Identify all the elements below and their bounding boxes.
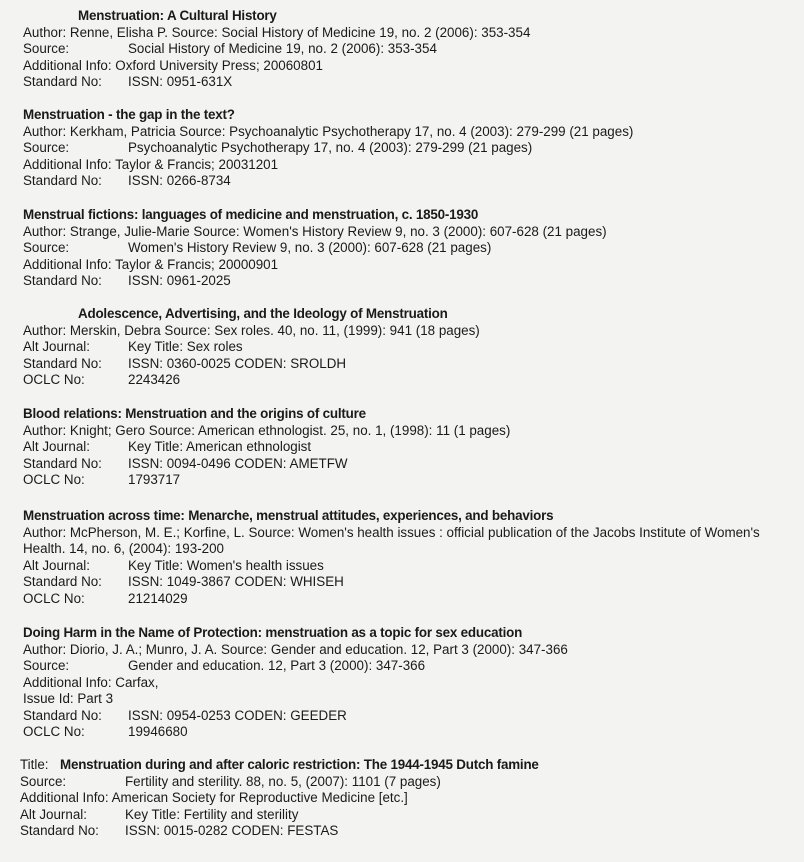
source-label: Source: [23, 140, 70, 155]
standard-label: Standard No: [23, 355, 102, 371]
alt-journal-label: Alt Journal: [23, 439, 90, 454]
record [23, 508, 798, 607]
record-standard-row [23, 356, 798, 373]
record-source-row [23, 240, 798, 257]
standard-label: Standard No: [23, 173, 102, 188]
record-standard-row [20, 823, 795, 840]
standard-label: Standard No: [23, 273, 102, 288]
record [23, 306, 798, 389]
standard-label: Standard No: [20, 823, 99, 838]
record-alt-journal-row [23, 439, 798, 456]
record-standard-row [23, 574, 798, 591]
record-title-row [20, 757, 795, 774]
standard-value: ISSN: 0961-2025 [128, 273, 231, 288]
record-author: Author: Diorio, J. A.; Munro, J. A. Source: Gender and education. 12, Part 3 (2000): 347-366 [23, 641, 568, 657]
source-label: Source: [23, 658, 70, 673]
record-standard-row [23, 74, 798, 91]
record-standard-row [23, 456, 798, 473]
source-value: Psychoanalytic Psychotherapy 17, no. 4 (2003): 279-299 (21 pages) [128, 140, 533, 155]
record-source-row [23, 41, 798, 58]
record-title: Menstruation across time: Menarche, menstrual attitudes, experiences, and behaviors [23, 508, 554, 523]
oclc-label: OCLC No: [23, 372, 85, 387]
alt-journal-value: Key Title: Fertility and sterility [125, 806, 299, 822]
record-alt-journal-row [23, 339, 798, 356]
record-source-row [23, 140, 798, 157]
alt-journal-value: Key Title: Women's health issues [128, 557, 324, 573]
source-label: Source: [23, 41, 70, 56]
standard-label: Standard No: [23, 574, 102, 589]
source-value: Fertility and sterility. 88, no. 5, (2007): 1101 (7 pages) [125, 773, 441, 789]
source-value: Women's History Review 9, no. 3 (2000): 607-628 (21 pages) [128, 240, 492, 255]
record-author: Author: Knight; Gero Source: American ethnologist. 25, no. 1, (1998): 11 (1 pages) [23, 422, 511, 438]
record [23, 107, 798, 190]
title-label: Title: [20, 757, 49, 772]
record-oclc-row [23, 724, 798, 741]
record-author: Author: Renne, Elisha P. Source: Social History of Medicine 19, no. 2 (2006): 353-354 [23, 24, 531, 40]
record-title: Doing Harm in the Name of Protection: menstruation as a topic for sex education [23, 625, 523, 640]
record-oclc-row [23, 372, 798, 389]
record-alt-journal-row [20, 807, 795, 824]
record-author: Author: McPherson, M. E.; Korfine, L. Source: Women's health issues : official publication of the Jacobs Institute of Women's Health. 14, no. 6, (2004): 193-200 [23, 524, 760, 556]
record-additional-info: Additional Info: Oxford University Press; 20060801 [23, 57, 323, 73]
source-label: Source: [23, 240, 70, 255]
standard-value: ISSN: 0094-0496 CODEN: AMETFW [128, 455, 348, 471]
record-additional-info: Additional Info: Taylor & Francis; 20000901 [23, 256, 279, 272]
record [23, 406, 798, 489]
record [23, 625, 798, 741]
record [20, 757, 795, 840]
record-source-row [20, 774, 795, 791]
record-alt-journal-row [23, 558, 798, 575]
oclc-value: 1793717 [128, 472, 181, 487]
record-additional-info: Additional Info: Carfax, [23, 674, 159, 690]
record-title: Menstrual fictions: languages of medicine and menstruation, c. 1850-1930 [23, 207, 479, 222]
record-oclc-row [23, 591, 798, 608]
source-value: Gender and education. 12, Part 3 (2000): 347-366 [128, 658, 426, 673]
alt-journal-label: Alt Journal: [23, 339, 90, 354]
source-value: Social History of Medicine 19, no. 2 (2006): 353-354 [128, 41, 437, 56]
oclc-value: 2243426 [128, 372, 181, 387]
record-author: Author: Merskin, Debra Source: Sex roles. 40, no. 11, (1999): 941 (18 pages) [23, 322, 480, 338]
oclc-label: OCLC No: [23, 472, 85, 487]
oclc-label: OCLC No: [23, 590, 85, 606]
record [23, 8, 798, 91]
alt-journal-value: Key Title: American ethnologist [128, 439, 312, 454]
record-author: Author: Kerkham, Patricia Source: Psychoanalytic Psychotherapy 17, no. 4 (2003): 279-299 (21 pages) [23, 123, 634, 139]
alt-journal-value: Key Title: Sex roles [128, 339, 243, 354]
standard-value: ISSN: 0015-0282 CODEN: FESTAS [125, 823, 339, 838]
record-issue-id: Issue Id: Part 3 [23, 691, 114, 706]
record-title: Adolescence, Advertising, and the Ideology of Menstruation [78, 306, 448, 321]
record-title: Menstruation - the gap in the text? [23, 107, 235, 122]
standard-value: ISSN: 0360-0025 CODEN: SROLDH [128, 355, 347, 371]
standard-value: ISSN: 0954-0253 CODEN: GEEDER [128, 707, 347, 723]
standard-label: Standard No: [23, 74, 102, 89]
record-standard-row [23, 273, 798, 290]
standard-label: Standard No: [23, 455, 102, 471]
alt-journal-label: Alt Journal: [20, 806, 87, 822]
oclc-label: OCLC No: [23, 724, 85, 739]
oclc-value: 21214029 [128, 590, 188, 606]
record-standard-row [23, 173, 798, 190]
record-source-row [23, 658, 798, 675]
record [23, 207, 798, 290]
standard-value: ISSN: 0266-8734 [128, 173, 231, 188]
record-title: Menstruation: A Cultural History [78, 8, 277, 23]
oclc-value: 19946680 [128, 724, 188, 739]
record-additional-info: Additional Info: Taylor & Francis; 20031201 [23, 156, 279, 172]
standard-value: ISSN: 0951-631X [128, 74, 233, 89]
record-additional-info: Additional Info: American Society for Reproductive Medicine [etc.] [20, 790, 408, 805]
record-oclc-row [23, 472, 798, 489]
standard-label: Standard No: [23, 707, 102, 723]
alt-journal-label: Alt Journal: [23, 557, 90, 573]
source-label: Source: [20, 773, 67, 789]
record-standard-row [23, 708, 798, 725]
record-title: Blood relations: Menstruation and the origins of culture [23, 406, 366, 421]
record-author: Author: Strange, Julie-Marie Source: Women's History Review 9, no. 3 (2000): 607-628 (21 pages) [23, 223, 607, 239]
standard-value: ISSN: 1049-3867 CODEN: WHISEH [128, 574, 344, 589]
record-title: Menstruation during and after caloric restriction: The 1944-1945 Dutch famine [60, 757, 539, 772]
